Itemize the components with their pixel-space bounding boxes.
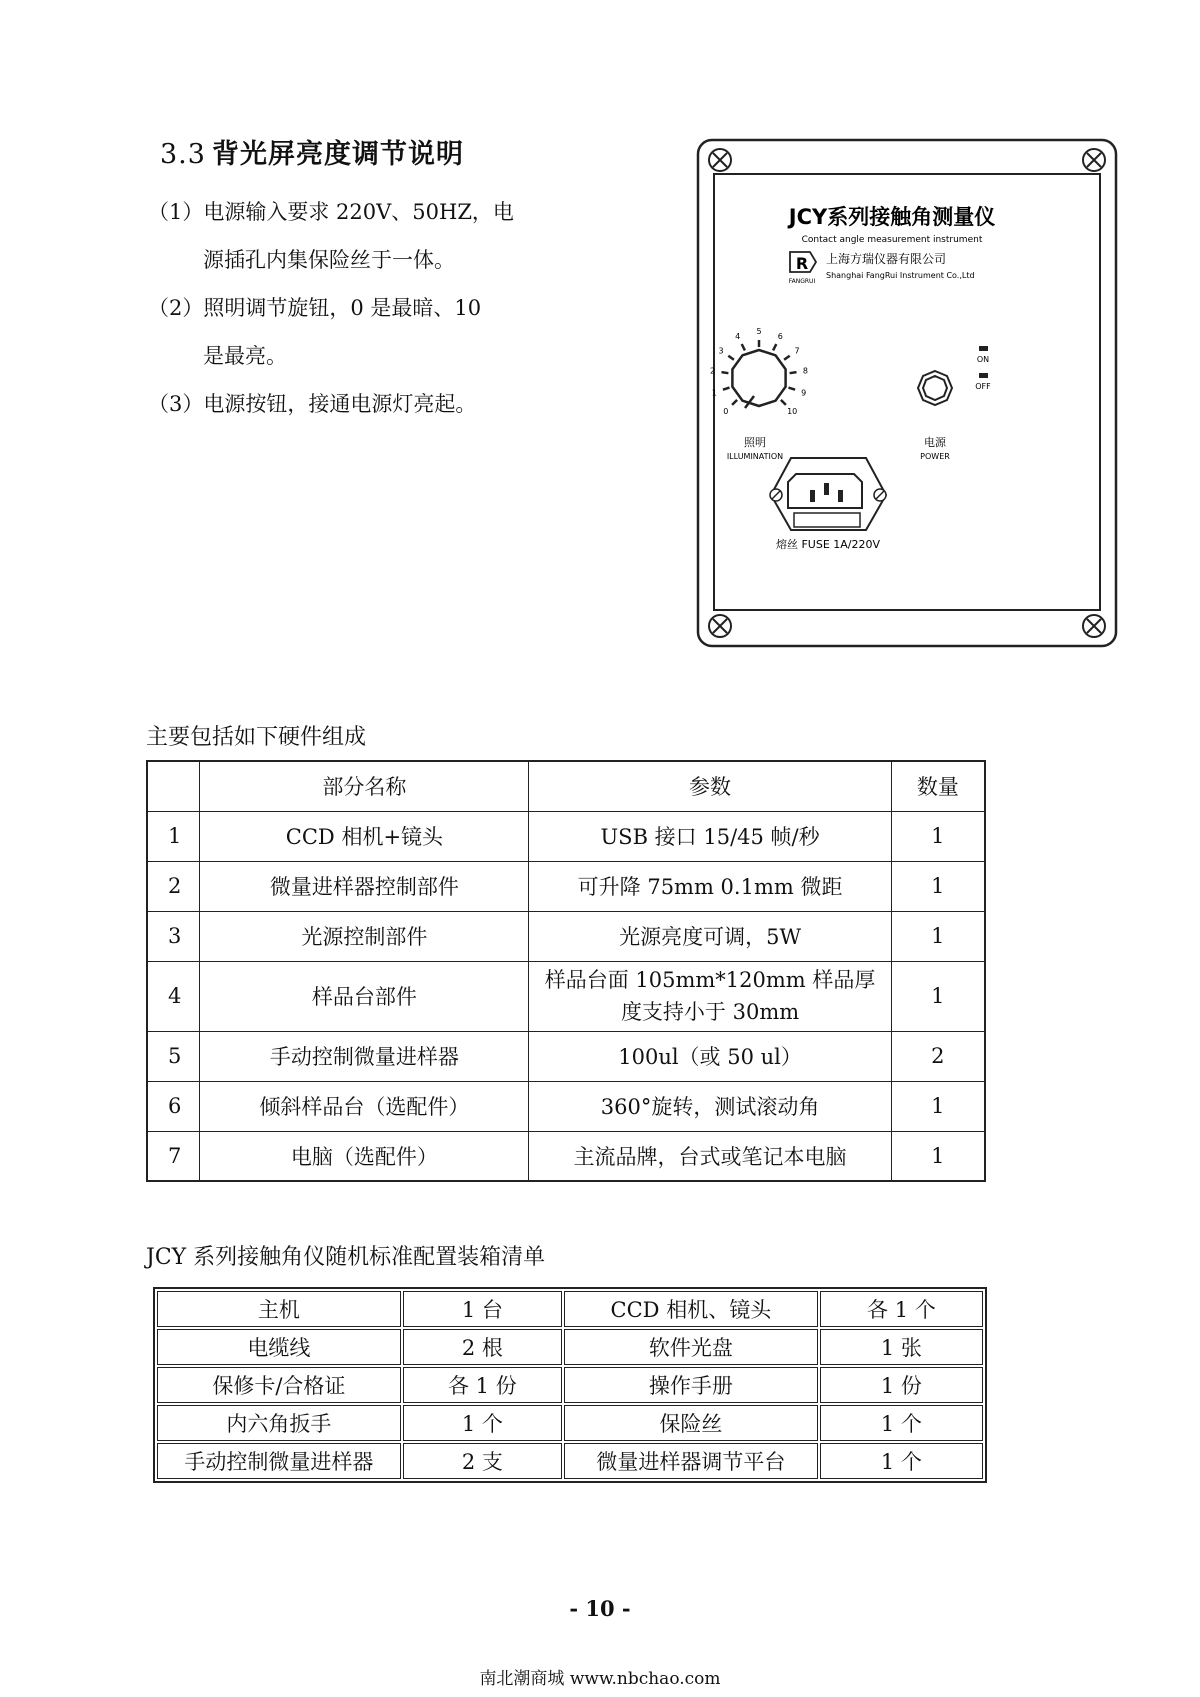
table-row	[157, 1443, 983, 1479]
table-row	[157, 1367, 983, 1403]
instruction-list	[148, 188, 548, 428]
row-index: 3	[147, 911, 200, 961]
page-footer: 南北潮商城 www.nbchao.com	[479, 1669, 721, 1689]
part-name: 电脑（选配件）	[200, 1131, 529, 1181]
hardware-table	[146, 760, 986, 1182]
packing-caption: JCY 系列接触角仪随机标准配置装箱清单	[146, 1245, 546, 1270]
header-cell: 数量	[891, 761, 985, 811]
switch-on-icon	[979, 346, 988, 351]
table-header-row	[147, 761, 985, 811]
table-row	[147, 911, 985, 961]
row-index: 4	[147, 961, 200, 1031]
section-title	[160, 132, 464, 171]
instrument-panel-diagram	[696, 138, 1118, 648]
screw-icon	[874, 489, 886, 501]
table-row	[147, 811, 985, 861]
part-name: 样品台部件	[200, 961, 529, 1031]
part-qty: 1	[891, 1081, 985, 1131]
dial-label-cn: 照明	[744, 436, 766, 449]
dial-tick-mark	[790, 372, 797, 373]
fuse-label: 熔丝 FUSE 1A/220V	[775, 538, 881, 551]
part-qty: 2	[891, 1031, 985, 1081]
part-qty: 1	[891, 811, 985, 861]
power-label-cn: 电源	[924, 436, 946, 449]
part-qty: 1	[891, 861, 985, 911]
item-qty: 1 张	[820, 1329, 983, 1365]
table-row	[147, 1131, 985, 1181]
dial-tick-label: 10	[787, 407, 798, 417]
item-name: 微量进样器调节平台	[564, 1443, 818, 1479]
company-name-en: Shanghai FangRui Instrument Co.,Ltd	[826, 271, 975, 280]
item-qty: 1 个	[820, 1443, 983, 1479]
row-index: 7	[147, 1131, 200, 1181]
table-row	[147, 1081, 985, 1131]
section-heading-text: 背光屏亮度调节说明	[211, 139, 464, 170]
dial-tick-label: 1	[711, 388, 717, 398]
part-name: CCD 相机+镜头	[200, 811, 529, 861]
part-params: USB 接口 15/45 帧/秒	[529, 811, 891, 861]
part-qty: 1	[891, 911, 985, 961]
switch-off-icon	[979, 373, 988, 378]
hardware-caption: 主要包括如下硬件组成	[146, 725, 367, 750]
table-row	[147, 1031, 985, 1081]
panel-title: JCY系列接触角测量仪	[788, 205, 996, 229]
dial-tick-label: 7	[794, 346, 800, 356]
part-params: 主流品牌，台式或笔记本电脑	[529, 1131, 891, 1181]
socket-pin-icon	[810, 490, 815, 502]
part-params: 100ul（或 50 ul）	[529, 1031, 891, 1081]
fuse-drawer-icon	[794, 513, 860, 527]
dial-tick-label: 3	[718, 346, 724, 356]
panel-subtitle: Contact angle measurement instrument	[801, 235, 983, 245]
screw-icon	[1083, 615, 1105, 637]
instruction-text: 电源按钮，接通电源灯亮起。	[203, 392, 477, 416]
dial-tick-label: 4	[735, 332, 741, 342]
item-name: 内六角扳手	[157, 1405, 401, 1441]
dial-knob-icon	[732, 350, 785, 406]
instruction-text: 电源输入要求 220V、50HZ，电	[203, 200, 514, 224]
row-index: 2	[147, 861, 200, 911]
instruction-continuation: 源插孔内集保险丝于一体。	[203, 248, 455, 272]
item-qty: 1 台	[403, 1291, 562, 1327]
socket-pin-icon	[824, 483, 829, 495]
item-qty: 各 1 个	[820, 1291, 983, 1327]
table-row	[157, 1329, 983, 1365]
item-name: 软件光盘	[564, 1329, 818, 1365]
item-qty: 1 个	[820, 1405, 983, 1441]
item-qty: 2 根	[403, 1329, 562, 1365]
row-index: 5	[147, 1031, 200, 1081]
instruction-text: 照明调节旋钮，0 是最暗、10	[203, 296, 482, 320]
page-number: - 10 -	[569, 1596, 631, 1621]
instruction-marker: （3）	[148, 392, 204, 416]
dial-tick-label: 5	[756, 327, 762, 336]
brand-logo-letter: R	[795, 254, 809, 273]
item-qty: 各 1 份	[403, 1367, 562, 1403]
item-qty: 1 个	[403, 1405, 562, 1441]
instruction-continuation: 是最亮。	[203, 344, 287, 368]
item-name: 保险丝	[564, 1405, 818, 1441]
part-params: 样品台面 105mm*120mm 样品厚度支持小于 30mm	[529, 961, 891, 1031]
header-cell	[147, 761, 200, 811]
item-qty: 1 份	[820, 1367, 983, 1403]
brand-logo-text: FANGRUI	[788, 278, 816, 285]
dial-tick-label: 8	[802, 366, 808, 376]
part-name: 微量进样器控制部件	[200, 861, 529, 911]
switch-on-label: ON	[976, 355, 990, 364]
dial-label-en: ILLUMINATION	[726, 452, 784, 461]
socket-pin-icon	[838, 490, 843, 502]
part-params: 光源亮度可调，5W	[529, 911, 891, 961]
part-qty: 1	[891, 961, 985, 1031]
item-name: CCD 相机、镜头	[564, 1291, 818, 1327]
row-index: 1	[147, 811, 200, 861]
dial-tick-label: 0	[723, 407, 729, 417]
part-name: 光源控制部件	[200, 911, 529, 961]
part-name: 倾斜样品台（选配件）	[200, 1081, 529, 1131]
item-qty: 2 支	[403, 1443, 562, 1479]
instruction-item	[148, 188, 548, 236]
header-cell: 部分名称	[200, 761, 529, 811]
instruction-item	[148, 284, 548, 332]
instruction-marker: （1）	[148, 200, 204, 224]
header-cell: 参数	[529, 761, 891, 811]
row-index: 6	[147, 1081, 200, 1131]
instruction-marker: （2）	[148, 296, 204, 320]
company-name-cn: 上海方瑞仪器有限公司	[826, 252, 947, 266]
dial-tick-label: 6	[777, 332, 783, 342]
table-row	[157, 1291, 983, 1327]
table-row	[147, 861, 985, 911]
item-name: 操作手册	[564, 1367, 818, 1403]
part-params: 360°旋转，测试滚动角	[529, 1081, 891, 1131]
power-button-inner	[923, 376, 947, 400]
dial-tick-label: 2	[710, 366, 716, 376]
table-row	[157, 1405, 983, 1441]
screw-icon	[709, 149, 731, 171]
part-params: 可升降 75mm 0.1mm 微距	[529, 861, 891, 911]
part-name: 手动控制微量进样器	[200, 1031, 529, 1081]
screw-icon	[770, 489, 782, 501]
item-name: 主机	[157, 1291, 401, 1327]
screw-icon	[709, 615, 731, 637]
dial-tick-mark	[722, 372, 729, 373]
section-number: 3.3	[160, 139, 206, 170]
item-name: 手动控制微量进样器	[157, 1443, 401, 1479]
table-row	[147, 961, 985, 1031]
instruction-item	[148, 380, 548, 428]
packing-table	[153, 1287, 987, 1483]
power-label-en: POWER	[920, 452, 950, 461]
screw-icon	[1083, 149, 1105, 171]
dial-tick-label: 9	[801, 388, 807, 398]
switch-off-label: OFF	[975, 382, 991, 391]
part-qty: 1	[891, 1131, 985, 1181]
item-name: 保修卡/合格证	[157, 1367, 401, 1403]
item-name: 电缆线	[157, 1329, 401, 1365]
